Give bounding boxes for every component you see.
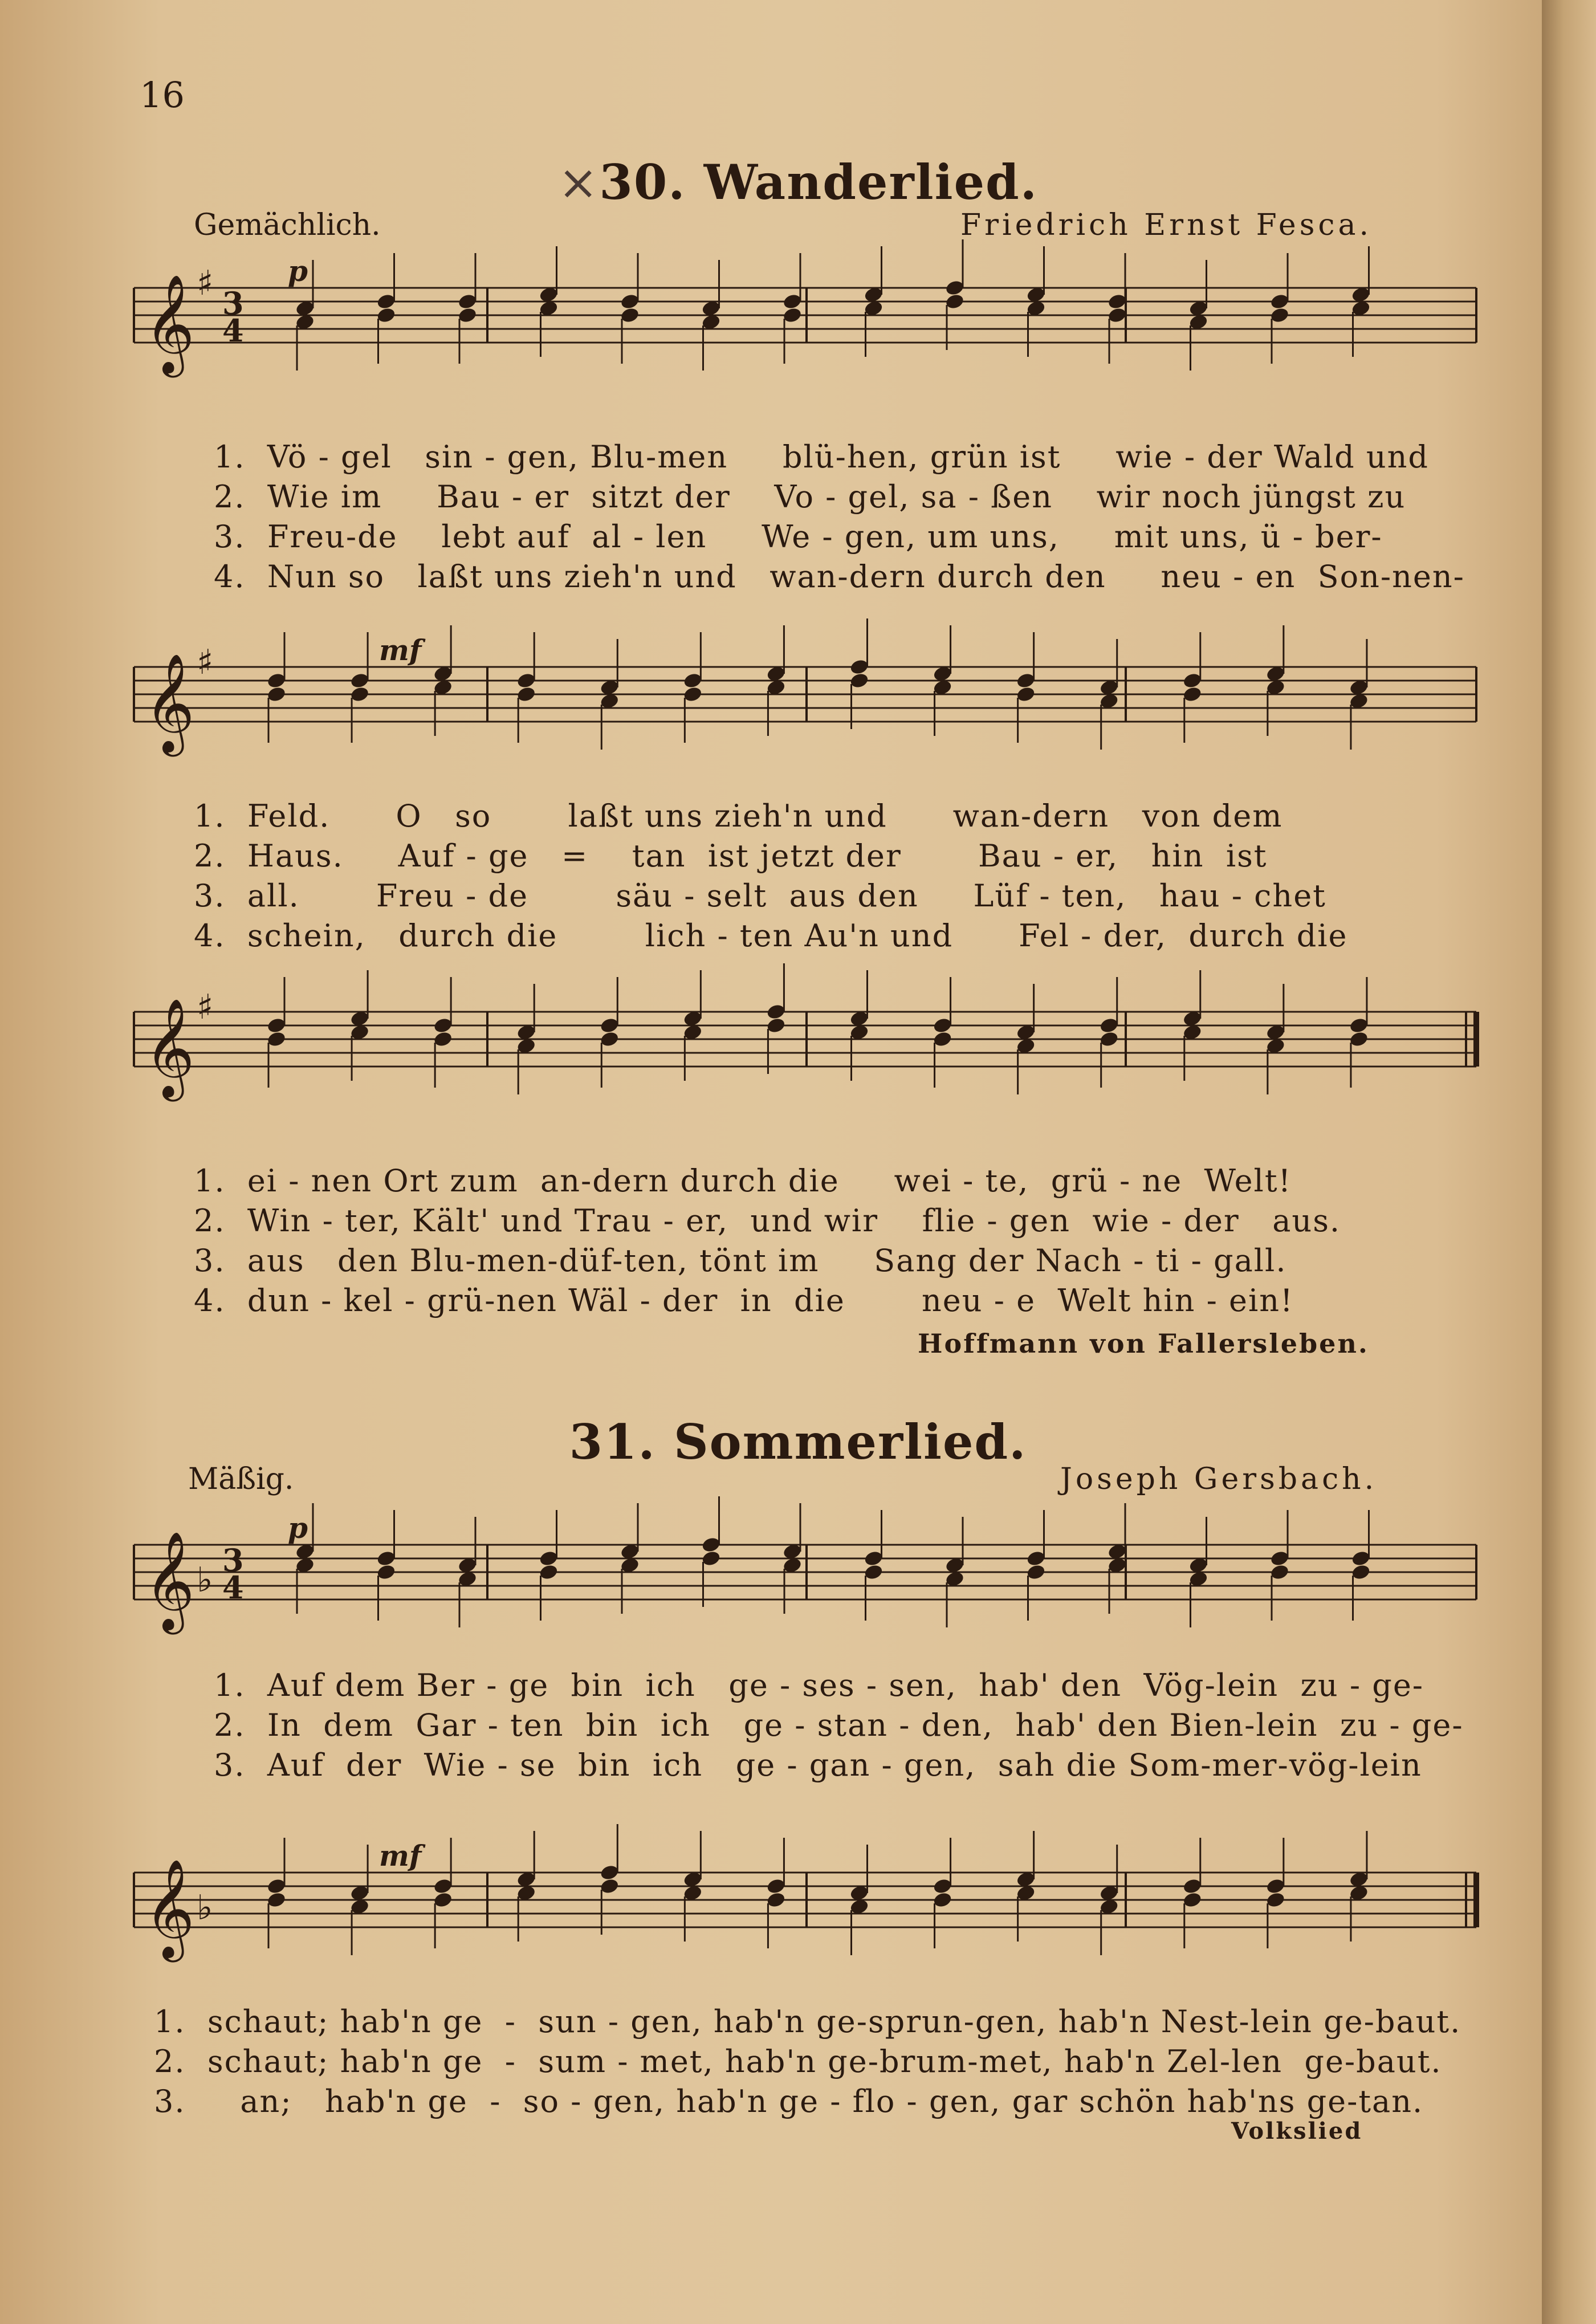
lyricist: Hoffmann von Fallersleben. bbox=[918, 1328, 1369, 1359]
dynamic-mark: p bbox=[288, 1511, 308, 1545]
page-number: 16 bbox=[140, 74, 185, 116]
key-signature: ♯ bbox=[197, 987, 214, 1027]
composer: Friedrich Ernst Fesca. bbox=[960, 208, 1373, 242]
lyric-text: 3. Freu-de lebt auf al - len We - gen, um uns, mit uns, ü - ber- bbox=[214, 519, 1383, 555]
dynamic-mark: p bbox=[288, 254, 308, 288]
lyric-text: 1. Vö - gel sin - gen, Blu-men blü-hen, grün ist wie - der Wald und bbox=[214, 439, 1429, 475]
time-signature-top: 3 bbox=[222, 1542, 244, 1578]
staff-svg bbox=[134, 254, 1476, 408]
treble-clef-icon: 𝄞 bbox=[144, 998, 195, 1097]
song-title-sommerlied: 31. Sommerlied. bbox=[569, 1414, 1027, 1470]
treble-clef-icon: 𝄞 bbox=[144, 274, 195, 373]
composer: Joseph Gersbach. bbox=[1060, 1462, 1378, 1496]
page-edge bbox=[1542, 0, 1596, 2324]
music-staff bbox=[134, 633, 1476, 752]
staff-svg bbox=[134, 1839, 1476, 1992]
song-title-wanderlied bbox=[0, 154, 1596, 210]
lyric-text: 2. Haus. Auf - ge = tan ist jetzt der Bau - er, hin ist bbox=[194, 838, 1268, 874]
lyric-text: 2. In dem Gar - ten bin ich ge - stan - den, hab' den Bien-lein zu - ge- bbox=[214, 1707, 1464, 1743]
music-staff bbox=[134, 1839, 1476, 1958]
lyric-text: 4. dun - kel - grü-nen Wäl - der in die neu - e Welt hin - ein! bbox=[194, 1283, 1294, 1318]
staff-svg bbox=[134, 987, 1476, 1132]
lyric-text: 2. Wie im Bau - er sitzt der Vo - gel, sa - ßen wir noch jüngst zu bbox=[214, 479, 1406, 515]
time-signature-bottom: 4 bbox=[222, 312, 244, 349]
staff-svg bbox=[134, 1511, 1476, 1664]
key-signature: ♯ bbox=[197, 263, 214, 303]
dynamic-mark: mf bbox=[379, 633, 422, 667]
dynamic-mark: mf bbox=[379, 1839, 422, 1873]
treble-clef-icon: 𝄞 bbox=[144, 1531, 195, 1630]
lyric-text: 2. Win - ter, Kält' und Trau - er, und wir flie - gen wie - der aus. bbox=[194, 1203, 1341, 1239]
key-signature: ♭ bbox=[197, 1888, 213, 1928]
lyric-text: 3. all. Freu - de säu - selt aus den Lüf - ten, hau - chet bbox=[194, 878, 1326, 914]
title-text: 30. Wanderlied. bbox=[599, 154, 1038, 210]
music-staff bbox=[134, 987, 1476, 1097]
treble-clef-icon: 𝄞 bbox=[144, 1859, 195, 1958]
tempo-marking: Gemächlich. bbox=[194, 208, 381, 242]
time-signature-bottom: 4 bbox=[222, 1569, 244, 1606]
music-staff bbox=[134, 1511, 1476, 1630]
lyric-text: 3. an; hab'n ge - so - gen, hab'n ge - flo - gen, gar schön hab'ns ge-tan. bbox=[154, 2083, 1424, 2119]
lyric-text: 3. Auf der Wie - se bin ich ge - gan - gen, sah die Som-mer-vög-lein bbox=[214, 1747, 1422, 1783]
lyric-text: 1. ei - nen Ort zum an-dern durch die wei - te, grü - ne Welt! bbox=[194, 1163, 1292, 1199]
key-signature: ♯ bbox=[197, 642, 214, 682]
lyric-text: 1. Auf dem Ber - ge bin ich ge - ses - sen, hab' den Vög-lein zu - ge- bbox=[214, 1667, 1424, 1703]
tempo-marking: Mäßig. bbox=[188, 1462, 294, 1496]
lyric-text: 2. schaut; hab'n ge - sum - met, hab'n ge-brum-met, hab'n Zel-len ge-baut. bbox=[154, 2044, 1442, 2079]
lyricist: Volkslied bbox=[1231, 2118, 1363, 2144]
lyric-text: 1. Feld. O so laßt uns zieh'n und wan-dern von dem bbox=[194, 798, 1283, 834]
key-signature: ♭ bbox=[197, 1560, 213, 1600]
treble-clef-icon: 𝄞 bbox=[144, 653, 195, 752]
title-mark: × bbox=[558, 154, 600, 210]
lyric-text: 4. Nun so laßt uns zieh'n und wan-dern durch den neu - en Son-nen- bbox=[214, 559, 1465, 595]
staff-svg bbox=[134, 633, 1476, 787]
lyric-text: 4. schein, durch die lich - ten Au'n und Fel - der, durch die bbox=[194, 918, 1348, 954]
lyric-text: 3. aus den Blu-men-düf-ten, tönt im Sang der Nach - ti - gall. bbox=[194, 1243, 1287, 1279]
lyric-text: 1. schaut; hab'n ge - sun - gen, hab'n ge-sprun-gen, hab'n Nest-lein ge-baut. bbox=[154, 2004, 1461, 2040]
music-staff bbox=[134, 254, 1476, 373]
time-signature-top: 3 bbox=[222, 285, 244, 321]
